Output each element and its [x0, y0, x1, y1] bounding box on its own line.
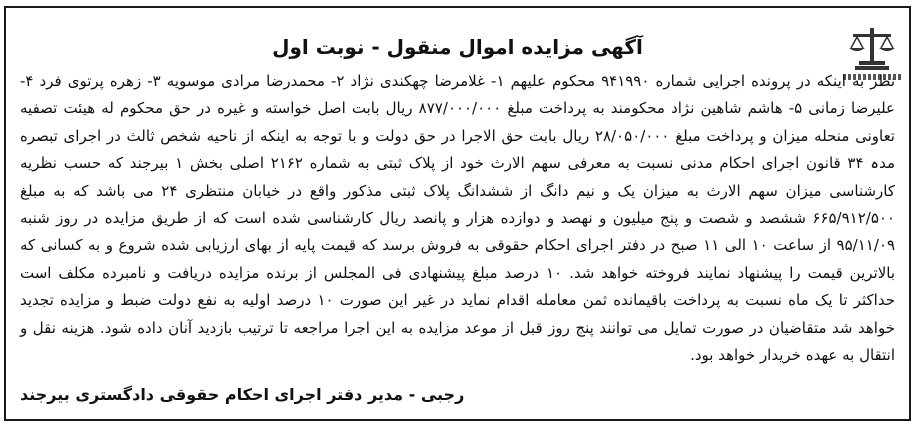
notice-body: نظر به اینکه در پرونده اجرایی شماره ۹۴۱۹۹۰ محکوم علیهم ۱- غلامرضا چهکندی نژاد ۲- محمدرضا مرادی موسویه ۳- زهره پرتوی فرد ۴- علیرضا زمانی ۵- هاشم شاهین نژاد محکومند به پرداخت مبلغ ۸۷۷/۰۰۰/۰۰۰ ریال بابت اصل خواسته و غیره در حق محکوم له هیئت تصفیه تعاونی منحله میزان و پرداخت مبلغ ۲۸/۰۵۰/۰۰۰ ریال بابت حق الاجرا در حق دولت و با توجه به اینکه از ناحیه شخص ثالث در اجرای تبصره مدہ ۳۴ قانون اجرای احکام مدنی نسبت به معرفی سهم الارث خود از پلاک ثبتی به شماره ۲۱۶۲ اصلی بخش ۱ بیرجند که حسب نظریه کارشناسی میزان سهم الارث به میزان یک و نیم دانگ از ششدانگ پلاک ثبتی مذکور واقع در خیابان منتظری ۲۴ می باشد که به مبلغ ۶۶۵/۹۱۲/۵۰۰ ششصد و شصت و پنج میلیون و نهصد و دوازده هزار و پانصد ریال کارشناسی شده است که از طریق مزایده در روز شنبه ۹۵/۱۱/۰۹ از ساعت ۱۰ الی ۱۱ صبح در دفتر اجرای احکام حقوقی به فروش برسد که قیمت پایه از بهای ارزیابی شده شروع و به کسانی که بالاترین قیمت را پیشنهاد نمایند فروخته خواهد شد. ۱۰ درصد مبلغ پیشنهادی فی المجلس از برنده مزایده دریافت و نامبرده مکلف است حداکثر تا یک ماه نسبت به پرداخت باقیمانده ثمن معامله اقدام نماید در غیر این صورت ۱۰ درصد اولیه به نفع دولت ضبط و مزایده تجدید خواهد شد متقاضیان در صورت تمایل می توانند پنج روز قبل از موعد مزایده به این اجرا مراجعه تا ترتیب بازدید آنان داده شود. هزینه نقل و انتقال به عهده خریدار خواهد بود. [20, 72, 896, 365]
notice-frame [4, 6, 911, 421]
notice-signature: رجبی - مدیر دفتر اجرای احکام حقوقی دادگستری بیرجند [20, 385, 465, 404]
notice-title: آگهی مزایده اموال منقول - نوبت اول [272, 35, 643, 59]
